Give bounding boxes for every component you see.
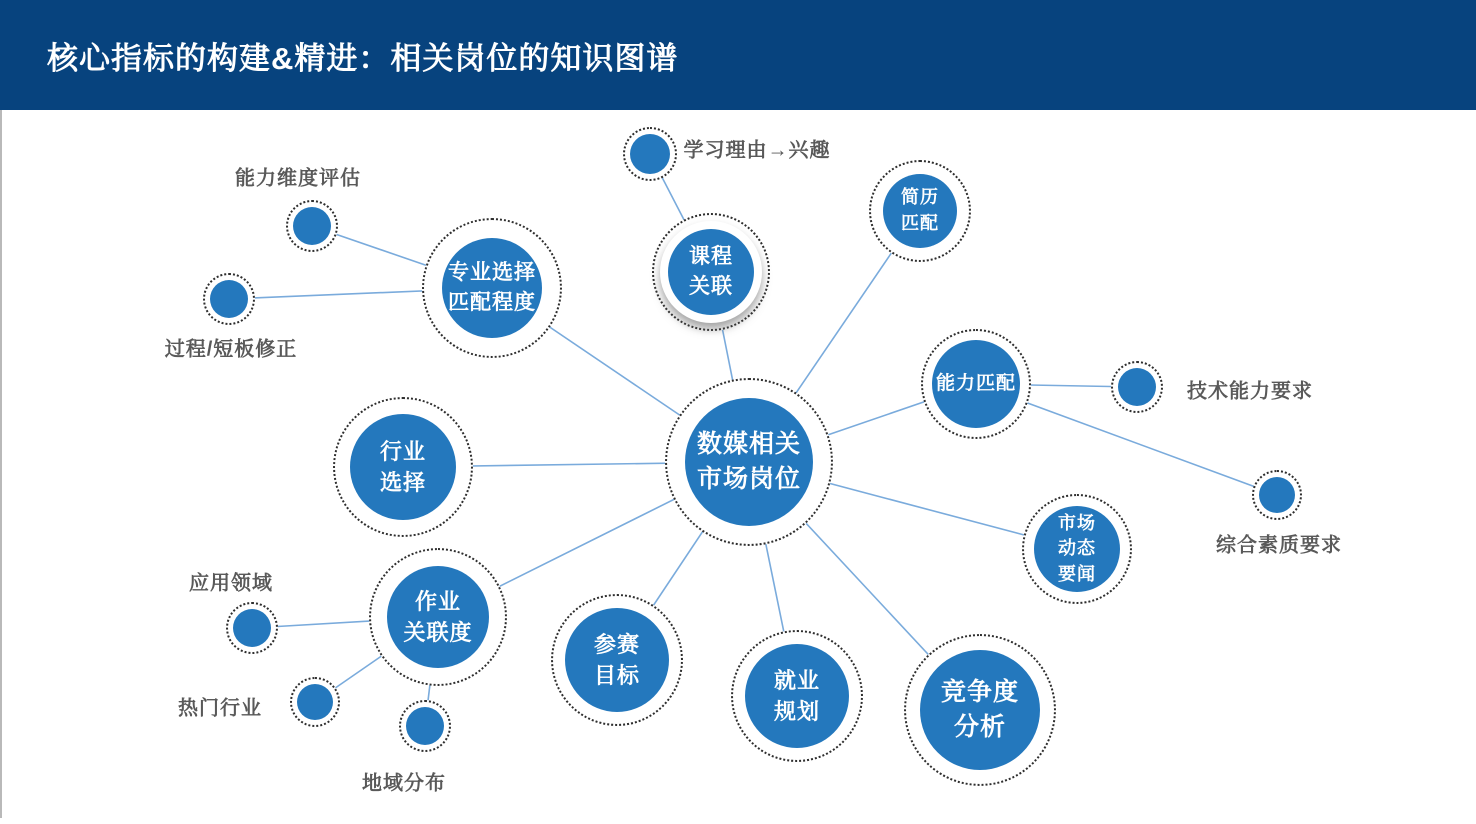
node-label-line: 要闻: [1058, 563, 1096, 584]
node-label-line: 作业: [414, 588, 461, 614]
dot-application-field: [226, 602, 278, 654]
dot-ability-dimension: [286, 200, 338, 252]
dot-hot-industry: [290, 677, 340, 727]
node-label-line: 匹配程度: [448, 291, 536, 314]
node-ability-match-circle: [932, 340, 1020, 428]
node-market-news-circle: [1034, 506, 1120, 592]
node-label-line: 专业选择: [448, 261, 536, 285]
node-label-line: 竞争度: [940, 677, 1019, 706]
dot-hot-industry-circle: [297, 684, 333, 720]
node-major-match-circle: [442, 238, 542, 338]
node-label-line: 关联度: [403, 620, 473, 645]
node-label-line: 匹配: [901, 213, 939, 233]
node-contest-goal: [551, 594, 683, 726]
label-region: 地域分布: [362, 772, 446, 795]
label-hot-industry: 热门行业: [178, 697, 262, 720]
dot-learning-reason: [623, 127, 677, 181]
dot-process-fix-circle: [210, 280, 248, 318]
node-label-line: 分析: [953, 713, 1006, 741]
node-label-line: 市场岗位: [696, 465, 801, 493]
node-label-line: 选择: [379, 470, 426, 495]
node-label-line: 课程: [689, 245, 733, 269]
dot-comprehensive: [1252, 470, 1302, 520]
node-center-circle: [685, 398, 813, 526]
dot-region-circle: [406, 707, 444, 745]
node-label-line: 能力匹配: [935, 372, 1016, 394]
node-competition-analysis: [904, 634, 1056, 786]
node-homework-relevance-circle: [387, 566, 489, 668]
node-competition-analysis-circle: [920, 650, 1040, 770]
node-resume-match-circle: [883, 174, 957, 248]
dot-region: [399, 700, 451, 752]
node-label-line: 规划: [773, 699, 820, 724]
dot-tech-ability-circle: [1118, 368, 1156, 406]
node-homework-relevance: [369, 548, 507, 686]
node-industry-choice-circle: [350, 414, 456, 520]
dot-comprehensive-circle: [1259, 477, 1295, 513]
node-career-plan-circle: [745, 644, 849, 748]
label-tech-ability: 技术能力要求: [1187, 380, 1313, 403]
dot-learning-reason-circle: [630, 134, 670, 174]
label-comprehensive: 综合素质要求: [1216, 534, 1342, 557]
dot-process-fix: [203, 273, 255, 325]
node-ability-match: [921, 329, 1031, 439]
node-resume-match: [869, 160, 971, 262]
node-label-line: 关联: [689, 275, 733, 298]
dot-tech-ability: [1111, 361, 1163, 413]
node-label-line: 参赛: [593, 631, 640, 657]
dot-ability-dimension-circle: [293, 207, 331, 245]
node-course-link-raised-ring: [660, 221, 762, 323]
node-major-match: [422, 218, 562, 358]
node-industry-choice: [333, 397, 473, 537]
node-label-line: 简历: [901, 187, 939, 208]
node-course-link: [652, 213, 770, 331]
label-learning-reason: 学习理由→兴趣: [683, 139, 831, 162]
node-center: [665, 378, 833, 546]
label-application-field: 应用领域: [189, 572, 273, 595]
node-market-news: [1022, 494, 1132, 604]
node-contest-goal-circle: [565, 608, 669, 712]
node-career-plan: [731, 630, 863, 762]
label-ability-dimension: 能力维度评估: [235, 167, 361, 190]
node-label-line: 动态: [1058, 538, 1096, 559]
node-label-line: 行业: [379, 438, 426, 464]
dot-application-field-circle: [233, 609, 271, 647]
label-process-fix: 过程/短板修正: [164, 338, 298, 361]
node-course-link-circle: [668, 229, 754, 315]
node-label-line: 就业: [773, 667, 820, 693]
node-label-line: 市场: [1058, 512, 1096, 533]
node-label-line: 数媒相关: [696, 429, 801, 458]
page-title: 核心指标的构建&精进：相关岗位的知识图谱: [47, 40, 679, 76]
node-label-line: 目标: [593, 663, 640, 688]
